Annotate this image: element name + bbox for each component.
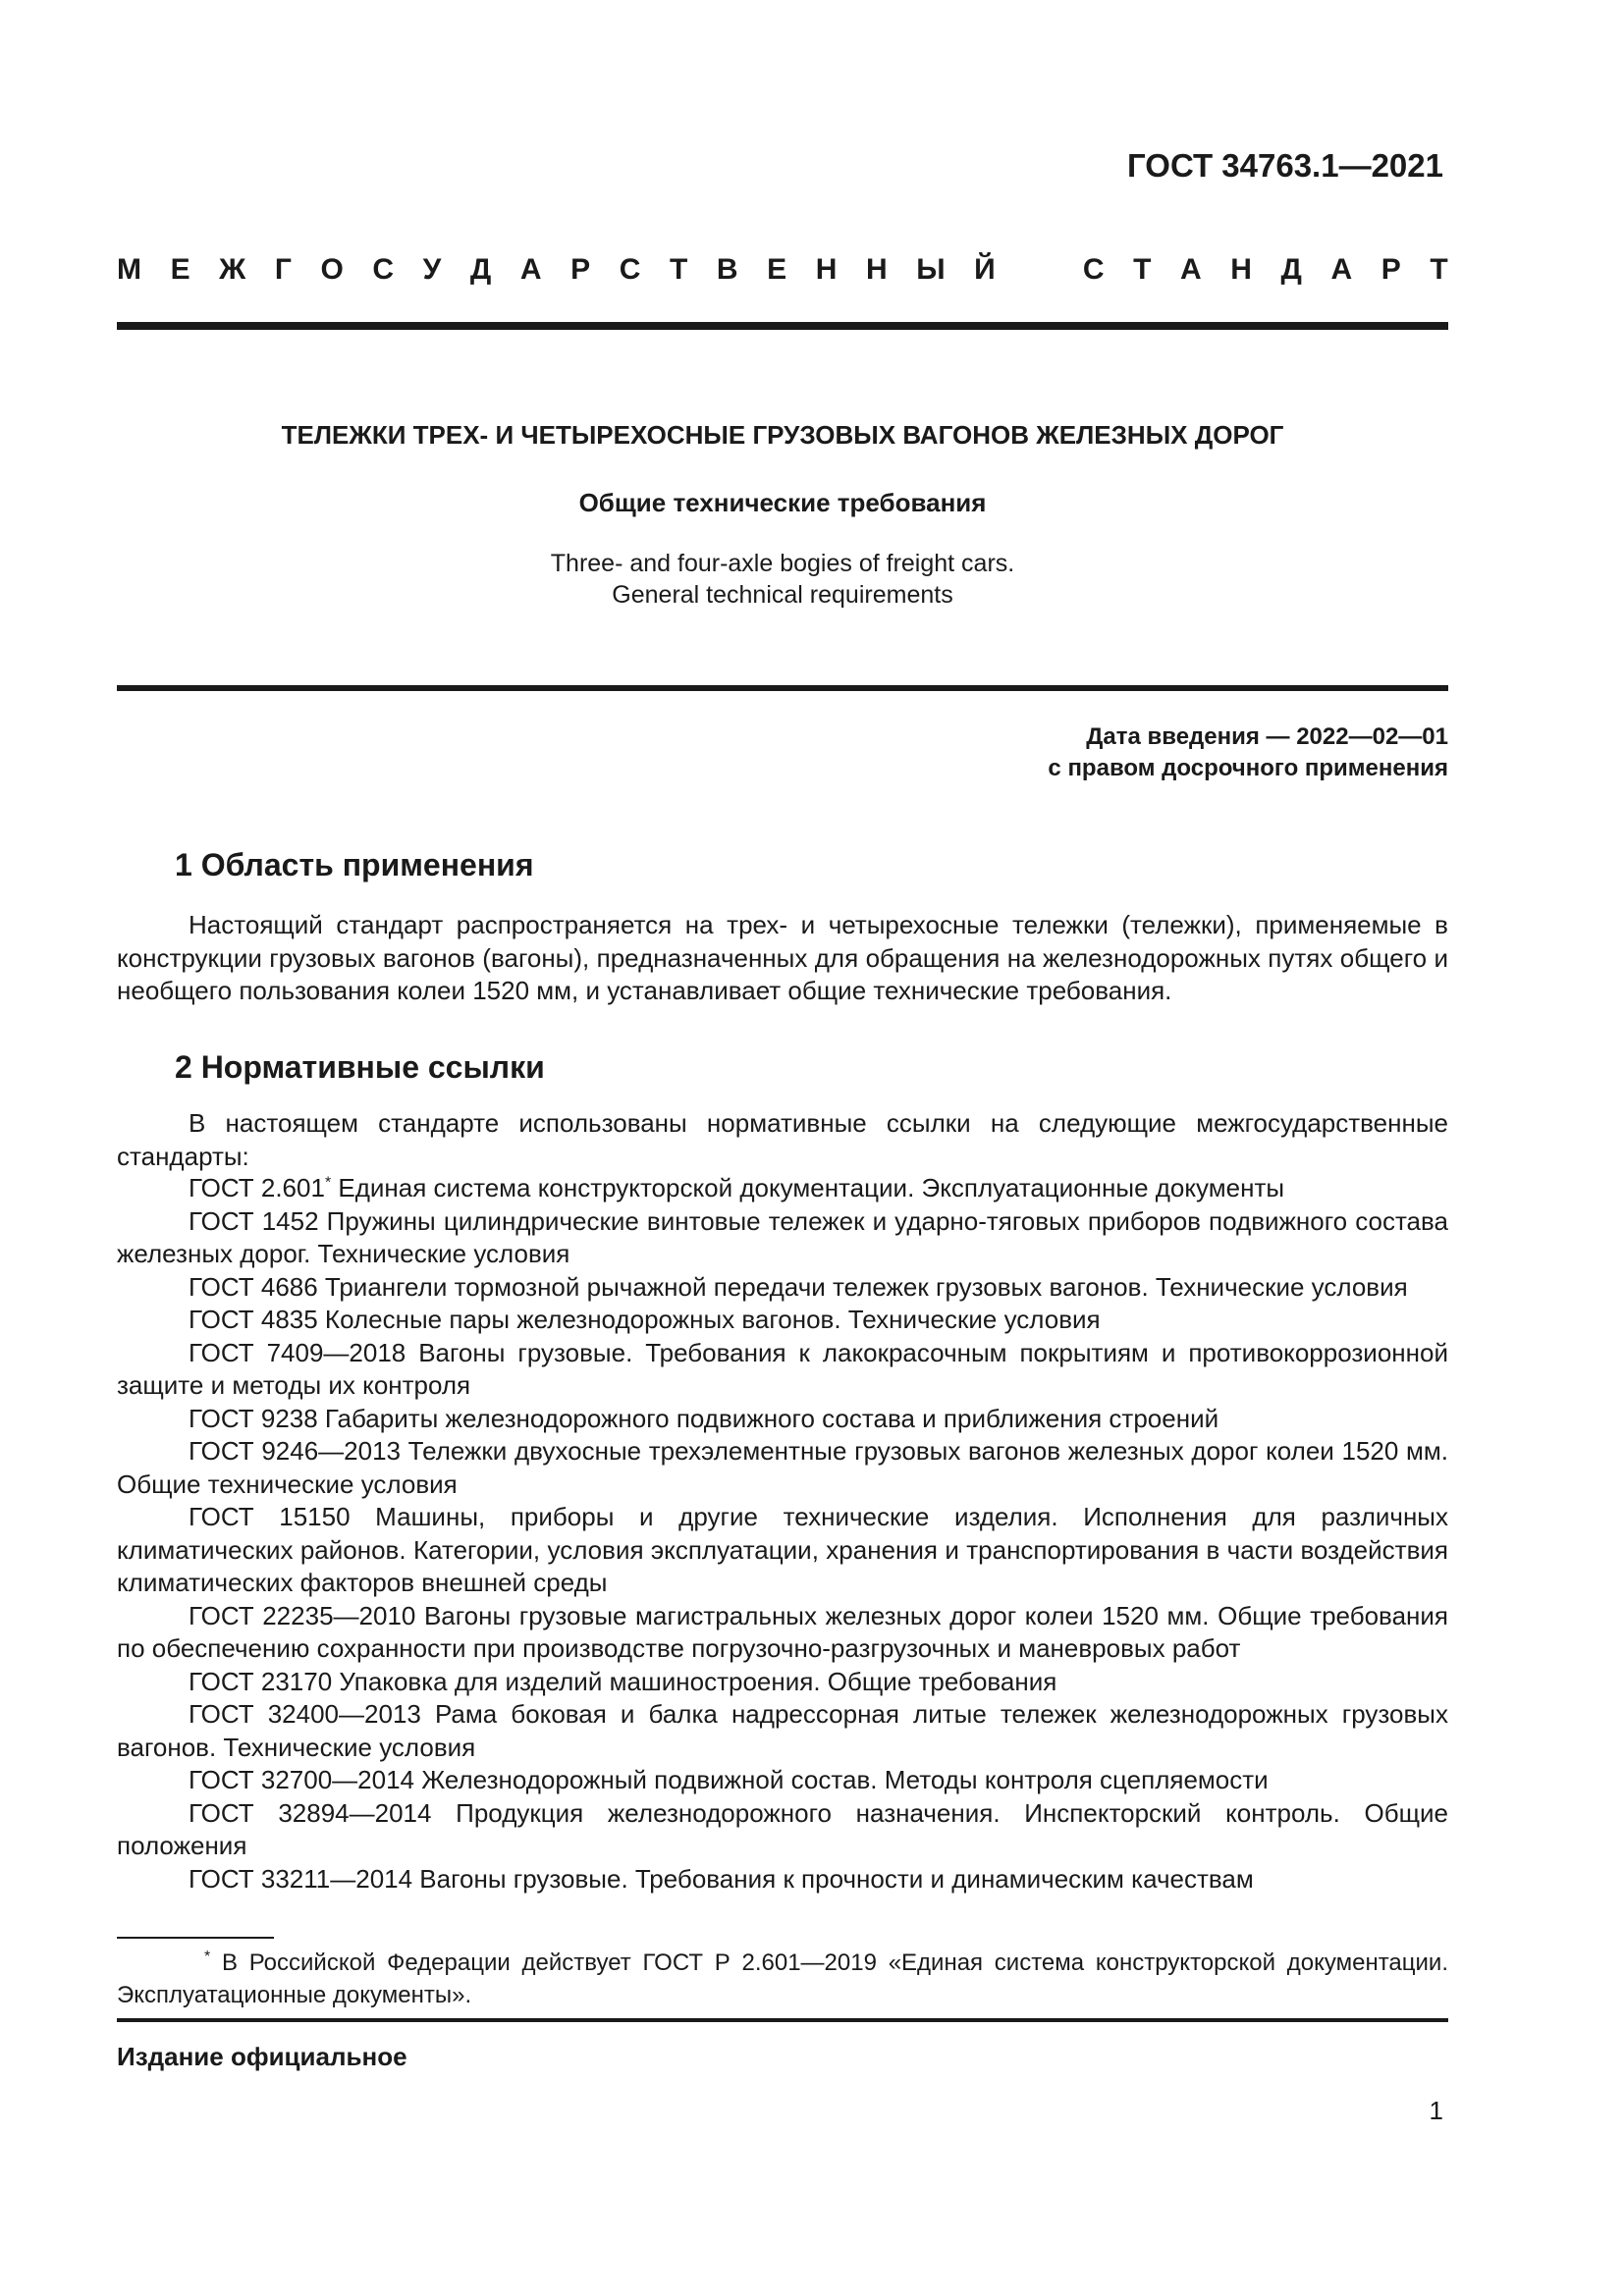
document-subtitle: Общие технические требования <box>578 488 987 517</box>
footer-rule <box>117 2018 1448 2022</box>
banner-letter: А <box>1180 253 1202 286</box>
introduction-date: Дата введения — 2022—02—01 <box>1086 723 1448 750</box>
section-2-heading: 2 Нормативные ссылки <box>175 1049 545 1085</box>
banner-letter: Н <box>1230 253 1252 286</box>
reference-item: ГОСТ 4835 Колесные пары железнодорожных вагонов. Технические условия <box>189 1305 1101 1334</box>
early-application-note: с правом досрочного применения <box>1048 755 1448 781</box>
top-rule <box>117 322 1448 330</box>
footnote-text: В Российской Федерации действует ГОСТ Р 2.601—2019 «Единая система конструкторской документации. Эксплуатационные документы». <box>117 1949 1448 2008</box>
banner-letter: Е <box>170 253 190 286</box>
page-number: 1 <box>1429 2096 1443 2125</box>
section-2-intro-text: В настоящем стандарте использованы нормативные ссылки на следующие межгосударственные стандарты: <box>117 1108 1448 1171</box>
normative-references-list <box>117 1172 1448 1896</box>
banner-letter: Е <box>767 253 787 286</box>
section-1-heading: 1 Область применения <box>175 847 534 882</box>
reference-title: Единая система конструкторской документации. Эксплуатационные документы <box>331 1173 1285 1202</box>
section-1-text: Настоящий стандарт распространяется на трех- и четырехосные тележки (тележки), применяемые в конструкции грузовых вагонов (вагоны), предназначенных для обращения на железнодорожных путях общего и необщего пользования колеи 1520 мм, и устанавливает общие технические требования. <box>117 910 1448 1005</box>
footnote-separator <box>117 1937 274 1939</box>
banner-letter: А <box>1330 253 1353 286</box>
standard-number: ГОСТ 34763.1—2021 <box>1127 147 1443 184</box>
reference-item: ГОСТ 7409—2018 Вагоны грузовые. Требования к лакокрасочным покрытиям и противокоррозионной защите и методы их контроля <box>117 1337 1448 1400</box>
english-title-line2: General technical requirements <box>612 581 953 609</box>
document-title: ТЕЛЕЖКИ ТРЕХ- И ЧЕТЫРЕХОСНЫЕ ГРУЗОВЫХ ВАГОНОВ ЖЕЛЕЗНЫХ ДОРОГ <box>281 420 1284 450</box>
section-1-paragraph <box>117 909 1448 1008</box>
banner-letter: С <box>619 253 641 286</box>
banner-letter: Р <box>1380 253 1401 286</box>
introduction-date-block <box>1048 721 1448 784</box>
reference-item: ГОСТ 32700—2014 Железнодорожный подвижной состав. Методы контроля сцепляемости <box>189 1765 1269 1794</box>
reference-item: ГОСТ 4686 Триангели тормозной рычажной передачи тележек грузовых вагонов. Технические условия <box>189 1271 1408 1302</box>
middle-rule <box>117 685 1448 691</box>
reference-item: ГОСТ 32894—2014 Продукция железнодорожного назначения. Инспекторский контроль. Общие положения <box>117 1797 1448 1860</box>
reference-item: ГОСТ 1452 Пружины цилиндрические винтовые тележек и ударно-тяговых приборов подвижного состава железных дорог. Технические условия <box>117 1205 1448 1268</box>
banner-letter: Р <box>570 253 591 286</box>
reference-item: ГОСТ 15150 Машины, приборы и другие технические изделия. Исполнения для различных климатических районов. Категории, условия эксплуатации, хранения и транспортирования в части воздействия климатических факторов внешней среды <box>117 1502 1448 1597</box>
banner-letter: Д <box>469 253 492 286</box>
banner-letter: Г <box>274 253 292 286</box>
banner-gap <box>1024 253 1054 287</box>
banner-letter: Й <box>974 253 996 286</box>
banner-letter: Т <box>669 253 688 286</box>
footnote-marker: * <box>324 1174 332 1192</box>
reference-item: ГОСТ 23170 Упаковка для изделий машиностроения. Общие требования <box>189 1666 1057 1696</box>
reference-item <box>117 1172 1448 1205</box>
section-2-intro <box>117 1107 1448 1173</box>
footnote-mark: * <box>204 1949 211 1965</box>
footnote <box>117 1947 1448 2011</box>
banner-letter: О <box>320 253 344 286</box>
banner-letter: Н <box>865 253 888 286</box>
english-title-line1: Three- and four-axle bogies of freight cars. <box>550 550 1015 577</box>
banner-letter: Т <box>1133 253 1152 286</box>
official-edition-label: Издание официальное <box>117 2042 407 2071</box>
banner-letter: У <box>422 253 442 286</box>
reference-item: ГОСТ 9246—2013 Тележки двухосные трехэлементные грузовых вагонов железных дорог колеи 1520 мм. Общие технические условия <box>117 1436 1448 1499</box>
banner-letter: Ы <box>916 253 946 286</box>
reference-item: ГОСТ 9238 Габариты железнодорожного подвижного состава и приближения строений <box>189 1403 1219 1433</box>
banner-letter: В <box>716 253 738 286</box>
reference-code: ГОСТ 2.601 <box>189 1173 325 1202</box>
banner-letter: Ж <box>219 253 246 286</box>
banner-letter: С <box>1082 253 1105 286</box>
english-title <box>117 548 1448 611</box>
reference-item: ГОСТ 22235—2010 Вагоны грузовые магистральных железных дорог колеи 1520 мм. Общие требования по обеспечению сохранности при производстве погрузочно-разгрузочных и маневровых работ <box>117 1600 1448 1663</box>
banner-letter: Т <box>1430 253 1448 286</box>
reference-item: ГОСТ 33211—2014 Вагоны грузовые. Требования к прочности и динамическим качествам <box>189 1863 1254 1894</box>
banner-letter: А <box>519 253 542 286</box>
banner-letter: С <box>372 253 395 286</box>
banner-letter: М <box>117 253 141 286</box>
reference-item: ГОСТ 32400—2013 Рама боковая и балка надрессорная литые тележек железнодорожных грузовых вагонов. Технические условия <box>117 1699 1448 1762</box>
banner-letter: Д <box>1280 253 1302 286</box>
banner-letter: Н <box>815 253 838 286</box>
standard-type-banner <box>117 253 1448 287</box>
